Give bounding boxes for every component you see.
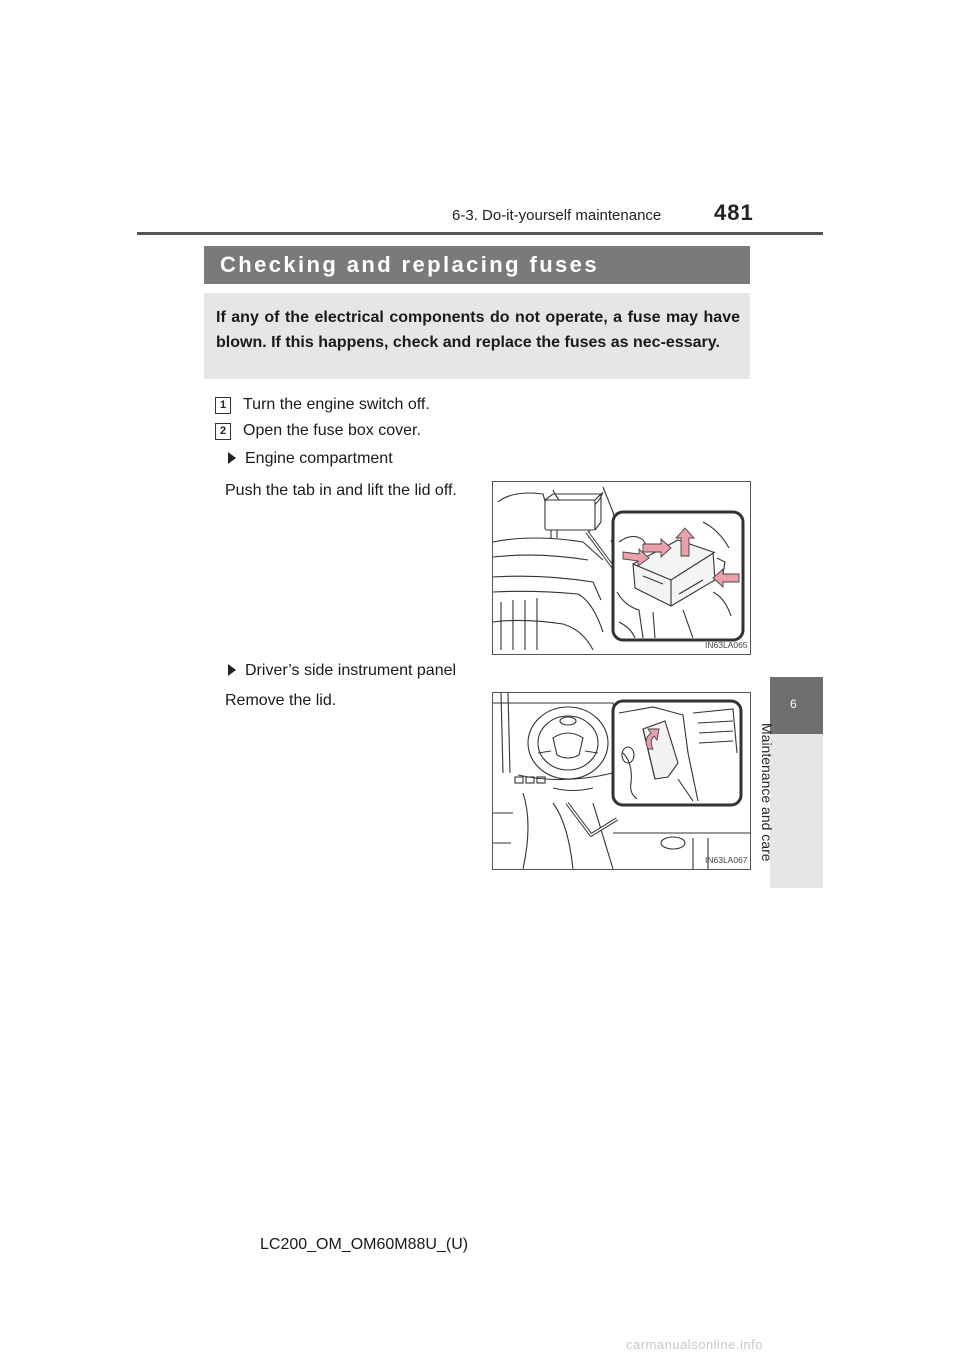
intro-text: If any of the electrical components do not operate, a fuse may have blown. If this happens, check and replace the fuses as nec-essary. bbox=[216, 309, 740, 351]
page-number: 481 bbox=[714, 200, 754, 225]
header-divider bbox=[137, 232, 823, 235]
instrument-panel-illustration bbox=[493, 693, 750, 869]
figure-code-engine: IN63LA065 bbox=[705, 640, 748, 650]
sub-item-engine-instruction: Push the tab in and lift the lid off. bbox=[225, 482, 457, 499]
sub-item-engine-heading bbox=[228, 450, 393, 468]
chapter-tab[interactable] bbox=[770, 677, 823, 734]
section-title-bar bbox=[204, 246, 750, 284]
instrument-panel-fuse-figure bbox=[492, 692, 751, 870]
sub-item-panel-instruction: Remove the lid. bbox=[225, 692, 337, 709]
engine-compartment-illustration bbox=[493, 482, 750, 654]
sub-item-panel-heading bbox=[228, 662, 456, 680]
footer-doc-code: LC200_OM_OM60M88U_(U) bbox=[260, 1236, 469, 1253]
chapter-number: 6 bbox=[790, 697, 797, 711]
step-2-text: Open the fuse box cover. bbox=[243, 422, 421, 439]
triangle-bullet-icon bbox=[228, 452, 236, 464]
step-2-number: 2 bbox=[215, 423, 231, 440]
intro-box bbox=[204, 293, 750, 379]
section-title: Checking and replacing fuses bbox=[220, 252, 599, 277]
step-1-number: 1 bbox=[215, 397, 231, 414]
header-section: 6-3. Do-it-yourself maintenance bbox=[452, 207, 662, 224]
triangle-bullet-icon bbox=[228, 664, 236, 676]
figure-code-panel: IN63LA067 bbox=[705, 855, 748, 865]
watermark: carmanualsonline.info bbox=[626, 1337, 763, 1352]
chapter-label-strip bbox=[770, 734, 823, 888]
sub-item-panel-label: Driver’s side instrument panel bbox=[245, 662, 457, 679]
chapter-label: Maintenance and care bbox=[759, 723, 775, 862]
step-1-text: Turn the engine switch off. bbox=[243, 396, 430, 413]
engine-fuse-box-figure bbox=[492, 481, 751, 655]
sub-item-engine-label: Engine compartment bbox=[245, 450, 393, 467]
